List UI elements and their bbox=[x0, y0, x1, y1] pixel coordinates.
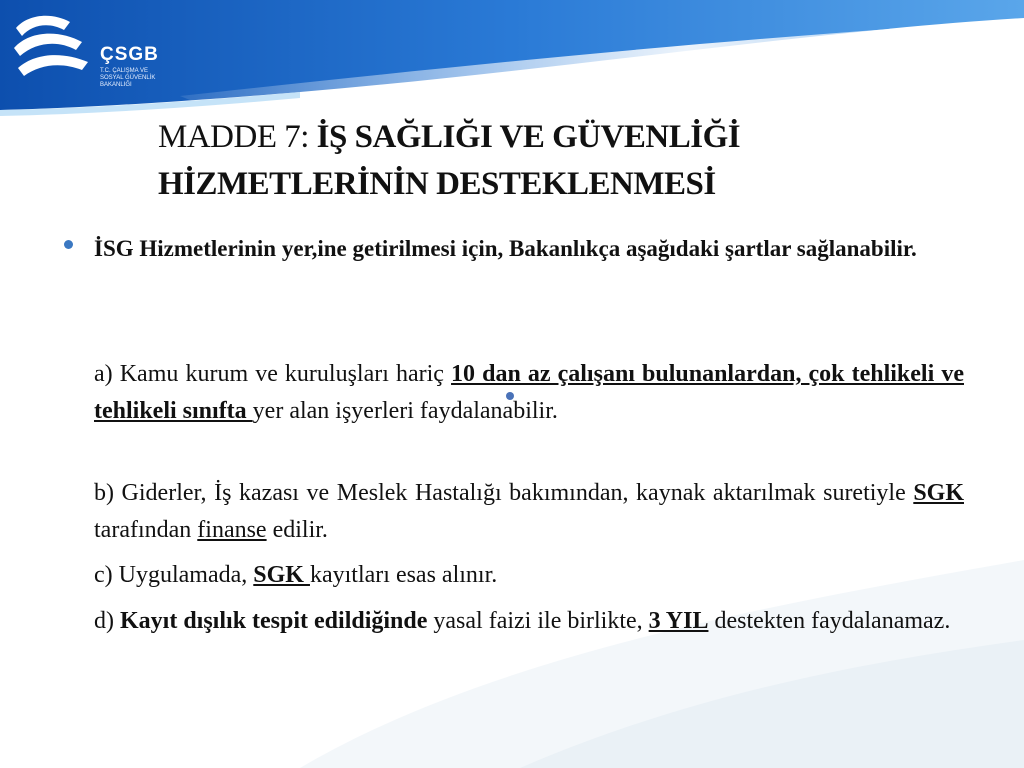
item-b-mid: tarafından bbox=[94, 517, 198, 543]
title-line1: İŞ SAĞLIĞI VE GÜVENLİĞİ bbox=[316, 119, 741, 155]
csgb-logo bbox=[8, 8, 178, 98]
bullet-text: İSG Hizmetlerinin yer,ine getirilmesi için, Bakanlıkça aşağıdaki şartlar sağlanabilir. bbox=[94, 236, 917, 261]
item-d-post: destekten faydalanamaz. bbox=[708, 608, 951, 634]
slide-title bbox=[158, 114, 958, 208]
item-a-emph: 10 dan az çalışanı bulunanlardan, çok tehlikeli ve tehlikeli sınıfta bbox=[94, 361, 964, 424]
item-b-pre: b) Giderler, İş kazası ve Meslek Hastalığı bakımından, kaynak aktarılmak suretiyle bbox=[94, 480, 914, 506]
item-c-pre: c) Uygulamada, bbox=[94, 562, 254, 588]
item-d-pre: d) bbox=[94, 608, 120, 634]
item-c-post: kayıtları esas alınır. bbox=[309, 562, 498, 588]
item-a-pre: a) Kamu kurum ve kuruluşları hariç bbox=[94, 361, 452, 387]
item-a bbox=[94, 356, 964, 430]
item-c-emph: SGK bbox=[253, 562, 310, 588]
item-a-post: yer alan işyerleri faydalanabilir. bbox=[252, 398, 558, 424]
logo-subtitle: T.C. ÇALIŞMA VE SOSYAL GÜVENLİK BAKANLIĞI bbox=[100, 68, 156, 88]
item-b-emph2: finanse bbox=[197, 517, 267, 543]
bullet-dot-icon bbox=[64, 240, 73, 249]
item-b-post: edilir. bbox=[266, 517, 328, 543]
item-d-mid: yasal faizi ile birlikte, bbox=[427, 608, 649, 634]
csgb-logo-mark-icon bbox=[8, 8, 98, 88]
logo-name: ÇSGB bbox=[100, 44, 159, 65]
item-c bbox=[94, 557, 964, 594]
title-prefix: MADDE 7: bbox=[158, 119, 317, 155]
item-b-emph1: SGK bbox=[913, 480, 964, 506]
item-d-emph2: 3 YIL bbox=[648, 608, 709, 634]
item-d bbox=[94, 603, 964, 640]
title-line2: HİZMETLERİNİN DESTEKLENMESİ bbox=[158, 166, 716, 202]
item-d-emph1: Kayıt dışılık tespit edildiğinde bbox=[120, 608, 428, 634]
item-b bbox=[94, 475, 964, 549]
